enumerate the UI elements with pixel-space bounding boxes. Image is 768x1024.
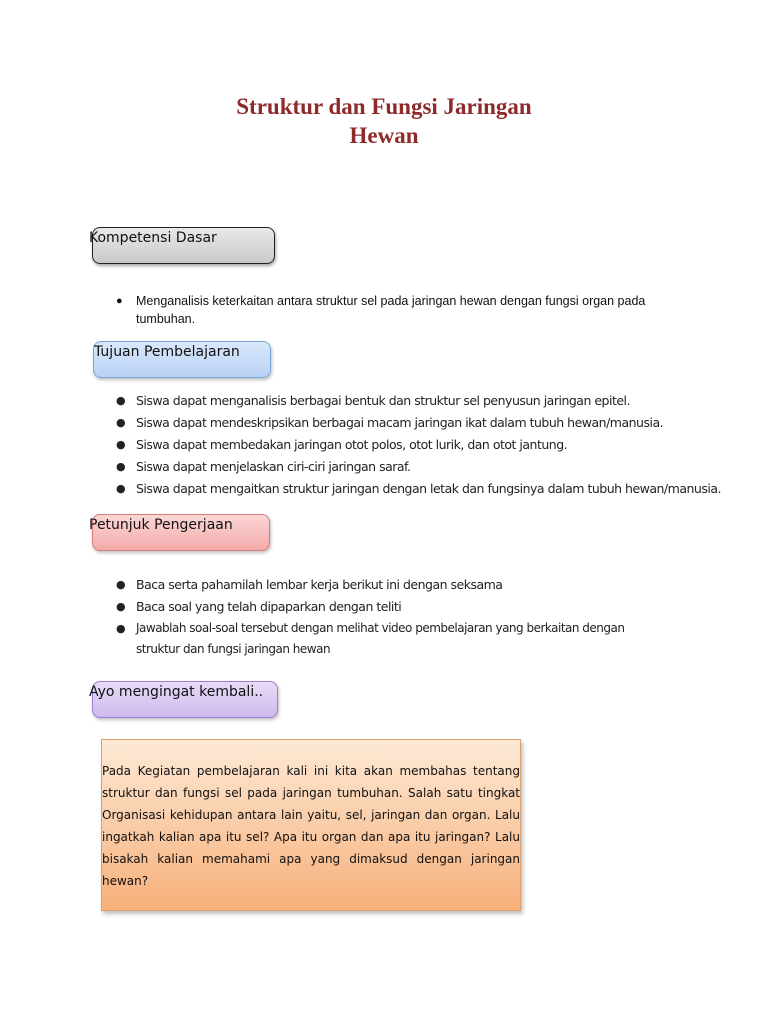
kompetensi-dasar-header (89, 227, 275, 264)
tujuan-list (114, 390, 721, 500)
list-item (114, 390, 684, 412)
list-item (114, 618, 664, 660)
list-item-text: Siswa dapat menganalisis berbagai bentuk dan struktur sel penyusun jaringan epitel. (136, 393, 630, 408)
list-item (114, 412, 684, 434)
list-item (114, 596, 664, 618)
petunjuk-pengerjaan-header (89, 514, 270, 551)
bullet-icon: ● (116, 394, 126, 407)
kompetensi-dasar-label: Kompetensi Dasar (89, 230, 217, 246)
kompetensi-list (114, 292, 654, 328)
info-box (101, 739, 521, 911)
list-item (114, 292, 654, 328)
bullet-icon: ● (116, 482, 126, 495)
list-item (114, 478, 721, 500)
list-item-text: Baca soal yang telah dipaparkan dengan teliti (136, 599, 402, 614)
list-item-text: Siswa dapat membedakan jaringan otot polos, otot lurik, dan otot jantung. (136, 437, 568, 452)
list-item-text: Siswa dapat menjelaskan ciri-ciri jaringan saraf. (136, 459, 411, 474)
bullet-icon: ● (116, 600, 126, 613)
info-box-text: Pada Kegiatan pembelajaran kali ini kita akan membahas tentang struktur dan fungsi sel pada jaringan tumbuhan. Salah satu tingkat Organisasi kehidupan antara lain yaitu, sel, jaringan dan organ. Lalu ingatkah kalian apa itu sel? Apa itu organ dan apa itu jaringan? Lalu bisakah kalian memahami apa yang dimaksud dengan jaringan hewan? (102, 764, 520, 888)
list-item-text: Jawablah soal-soal tersebut dengan melihat video pembelajaran yang berkaitan dengan struktur dan fungsi jaringan hewan (136, 621, 625, 656)
tujuan-pembelajaran-header (93, 341, 271, 378)
list-item-text: Baca serta pahamilah lembar kerja berikut ini dengan seksama (136, 577, 503, 592)
ayo-mengingat-label: Ayo mengingat kembali.. (89, 684, 264, 700)
list-item-text: Menganalisis keterkaitan antara struktur sel pada jaringan hewan dengan fungsi organ pada tumbuhan. (136, 294, 646, 326)
bullet-icon: ● (116, 295, 123, 307)
bullet-icon: ● (116, 460, 126, 473)
list-item-text: Siswa dapat mendeskripsikan berbagai macam jaringan ikat dalam tubuh hewan/manusia. (136, 415, 664, 430)
list-item (114, 434, 684, 456)
list-item (114, 456, 684, 478)
list-item (114, 574, 664, 596)
page-title (0, 92, 768, 150)
bullet-icon: ● (116, 438, 126, 451)
bullet-icon: ● (116, 416, 126, 429)
petunjuk-list (114, 574, 664, 660)
page-title-line1: Struktur dan Fungsi Jaringan (236, 94, 532, 119)
list-item-text: Siswa dapat mengaitkan struktur jaringan dengan letak dan fungsinya dalam tubuh hewan/manusia. (136, 481, 721, 496)
bullet-icon: ● (116, 578, 126, 591)
tujuan-pembelajaran-label: Tujuan Pembelajaran (94, 344, 240, 360)
petunjuk-pengerjaan-label: Petunjuk Pengerjaan (89, 517, 233, 533)
page-title-line2: Hewan (349, 123, 419, 148)
ayo-mengingat-header (89, 681, 278, 718)
bullet-icon: ● (116, 622, 126, 635)
